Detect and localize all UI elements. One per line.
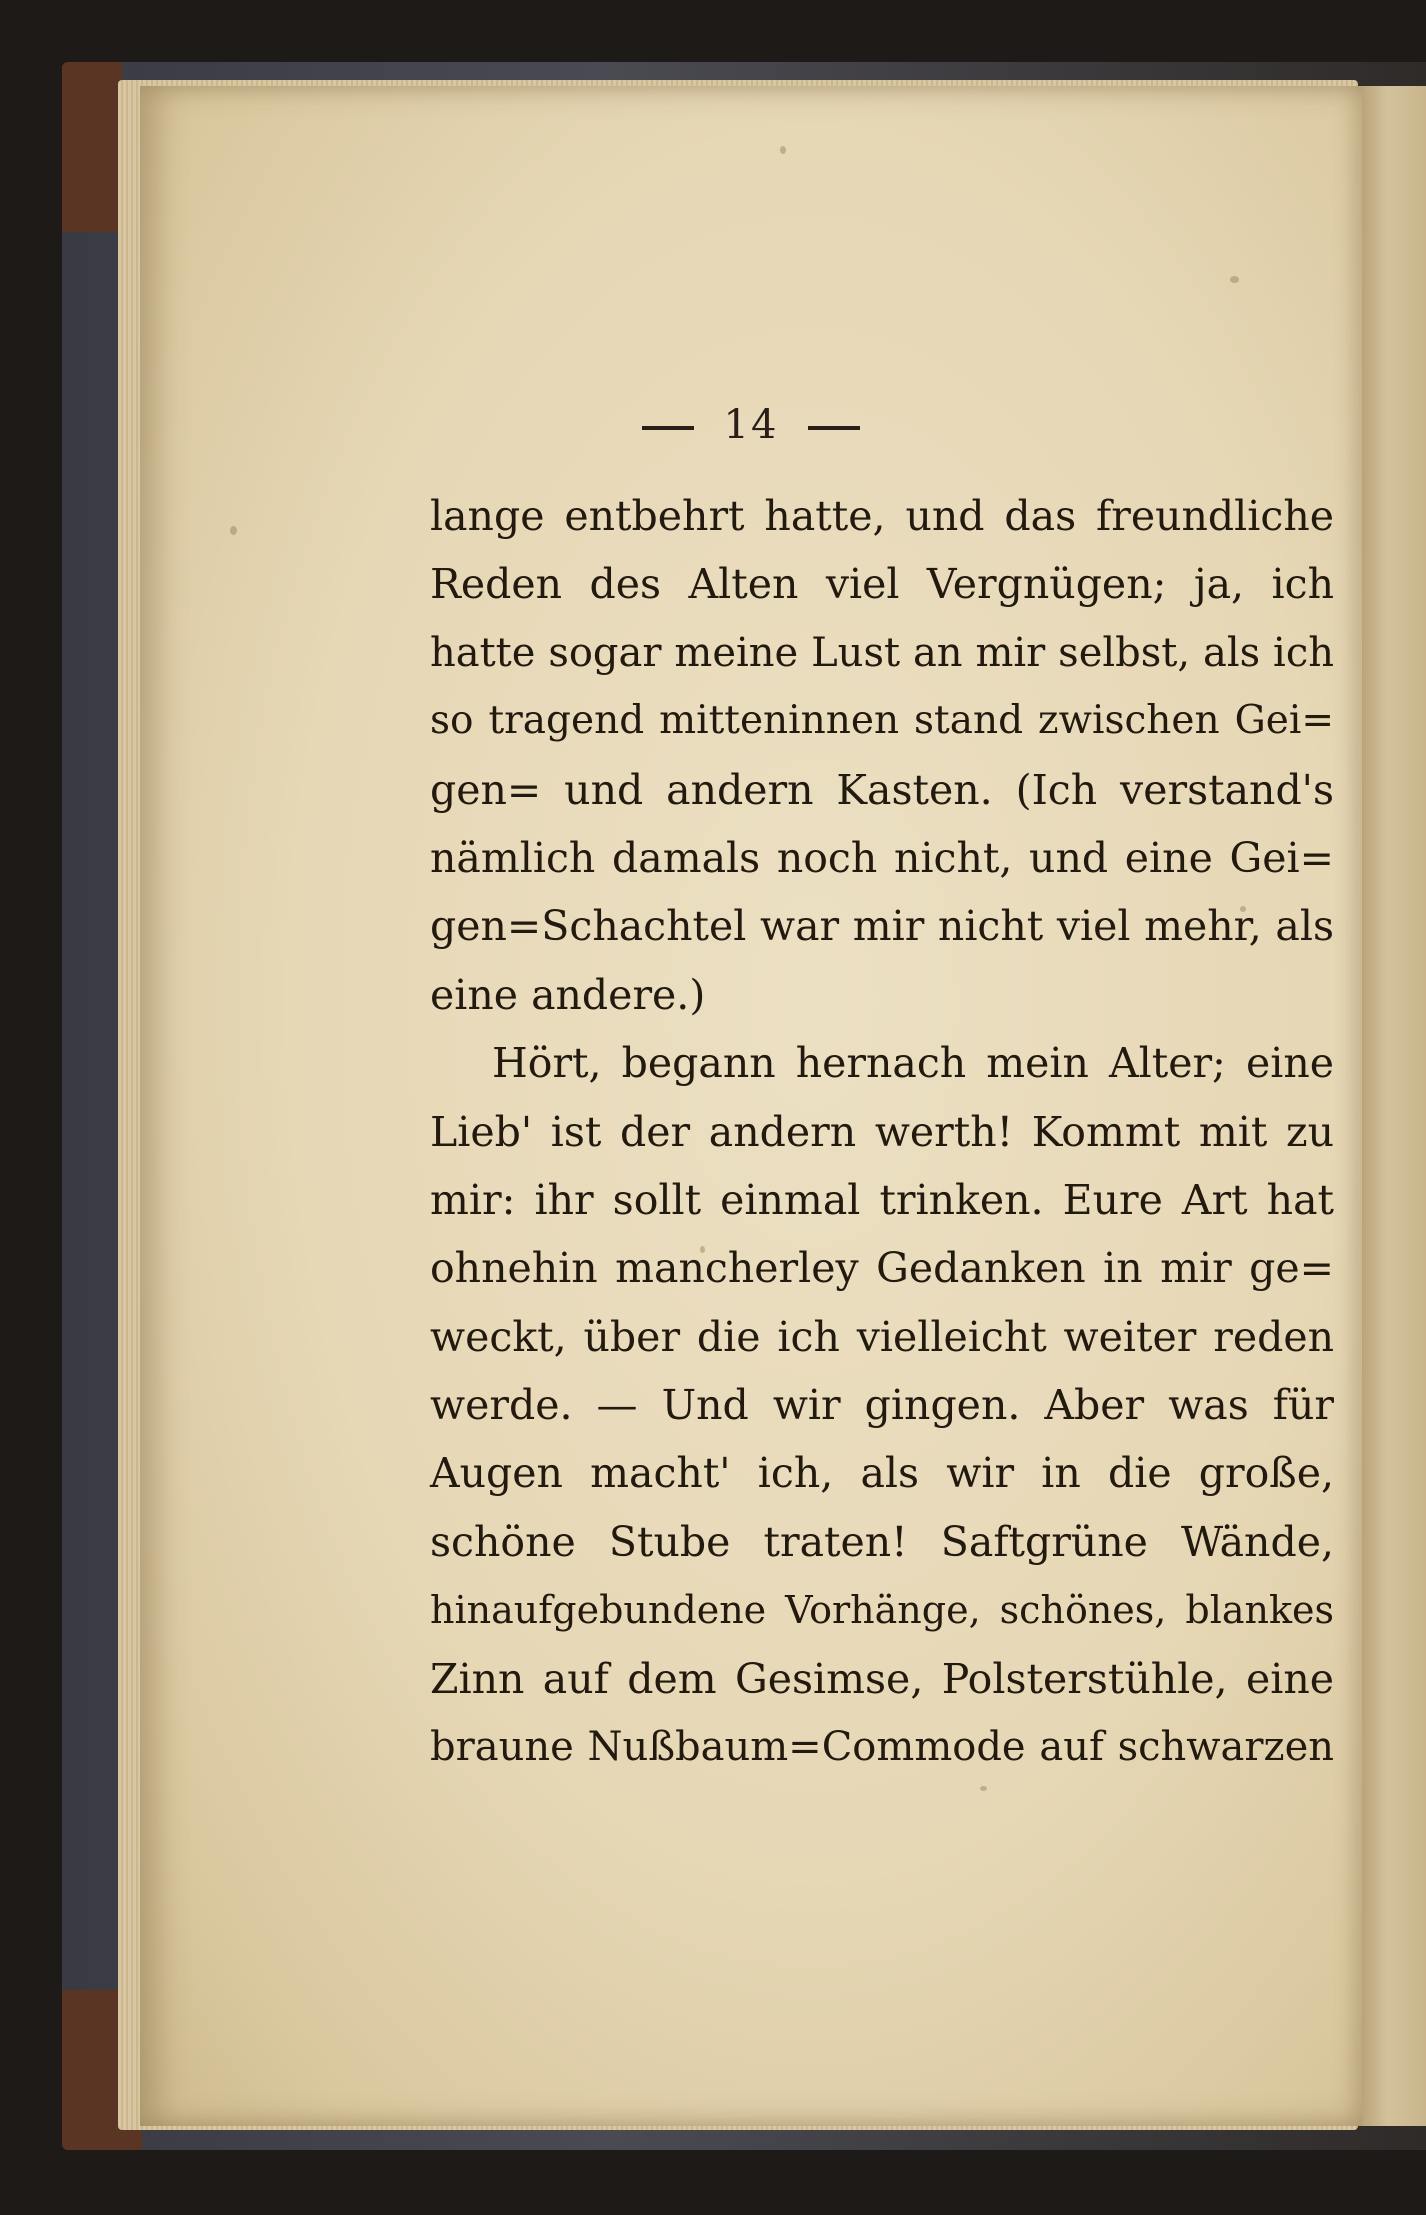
page-number-dash-left [642,426,694,430]
book-page [140,86,1362,2126]
text-line-paragraph-start: Hört, begann hernach mein Alter; eine [492,1039,1334,1088]
text-line: Zinn auf dem Gesimse, Polsterstühle, eine [430,1654,1334,1703]
text-line: mir: ihr sollt einmal trinken. Eure Art hat [430,1175,1334,1224]
foxing-spot [230,526,237,535]
text-line: Lieb' ist der andern werth! Kommt mit zu [430,1107,1334,1156]
text-line: hatte sogar meine Lust an mir selbst, als ich [430,629,1334,676]
text-line: schöne Stube traten! Saftgrüne Wände, [430,1517,1334,1566]
foxing-spot [1230,276,1239,283]
cover-leather-corner-top [62,62,122,232]
text-line: braune Nußbaum=Commode auf schwarzen [430,1724,1334,1771]
text-line: Augen macht' ich, als wir in die große, [430,1449,1334,1498]
foxing-spot [980,1786,987,1791]
body-text [430,482,1334,1781]
text-line: lange entbehrt hatte, und das freundliche [430,492,1334,540]
text-line: gen= und andern Kasten. (Ich verstand's [430,765,1334,814]
text-line: hinaufgebundene Vorhänge, schönes, blankes [430,1588,1334,1633]
page-number-value: 14 [723,402,779,448]
page-number-dash-right [808,426,860,430]
text-line: ohnehin mancherley Gedanken in mir ge= [430,1244,1334,1293]
text-line: werde. — Und wir gingen. Aber was für [430,1381,1334,1430]
text-line: gen=Schachtel war mir nicht viel mehr, als [430,902,1334,951]
text-line: so tragend mitteninnen stand zwischen Gei= [430,698,1334,744]
text-line: eine andere.) [430,970,706,1019]
text-line: Reden des Alten viel Vergnügen; ja, ich [430,560,1334,609]
text-line: weckt, über die ich vielleicht weiter reden [430,1312,1334,1361]
foxing-spot [780,146,786,154]
facing-page-edge [1362,86,1426,2126]
page-number [140,402,1362,448]
text-line: nämlich damals noch nicht, und eine Gei= [430,833,1334,882]
